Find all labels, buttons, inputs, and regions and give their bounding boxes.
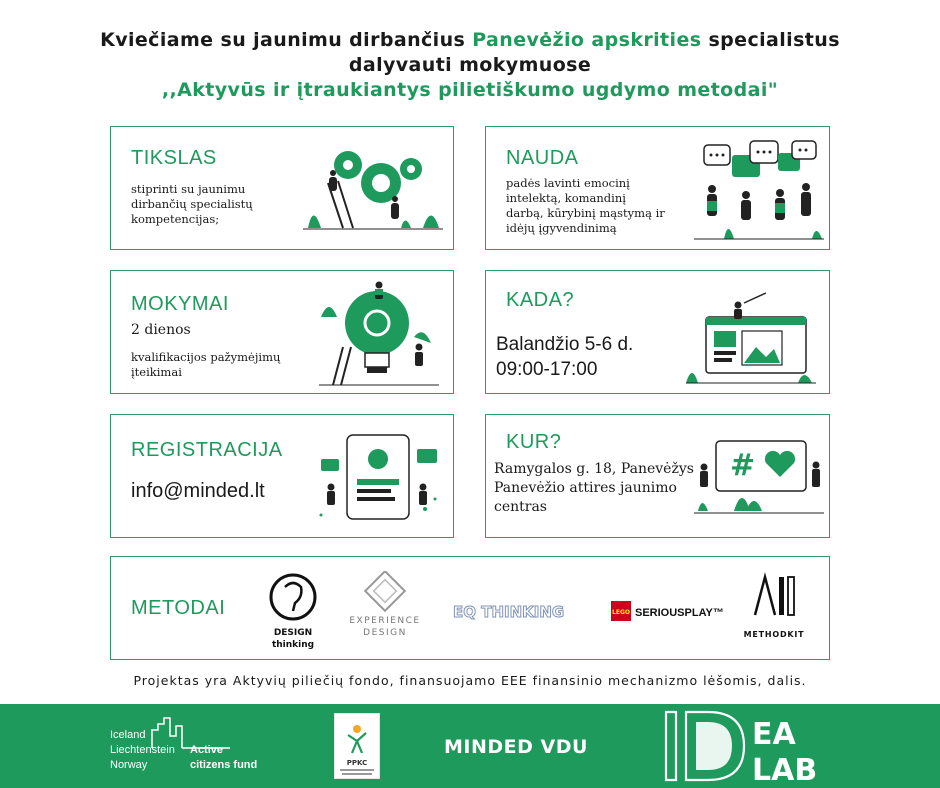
lightbulb-illustration (319, 277, 439, 389)
project-funding-note: Projektas yra Aktyvių piliečių fondo, finansuojamo EEE finansinio mechanizmo lėšomis, dalis. (133, 673, 807, 688)
ppkc-logo (334, 713, 380, 779)
address-line-3: centras (494, 499, 547, 515)
idea-lab-logo (662, 706, 832, 786)
training-days: 2 dienos (131, 322, 191, 338)
header-region: Panevėžio apskrities (472, 29, 702, 51)
gears-illustration (303, 143, 443, 233)
card-text-2: intelektą, komandinį (506, 191, 626, 205)
card-text-1: padės lavinti emocinį (506, 176, 630, 190)
country-liechtenstein: Liechtenstein (110, 744, 175, 756)
card-kada (485, 270, 830, 394)
logo-text: METHODKIT (743, 630, 805, 639)
minded-vdu-logo: MINDED VDU (444, 736, 588, 758)
card-title: MOKYMAI (131, 293, 229, 315)
svg-text:#: # (730, 448, 756, 483)
card-title: REGISTRACIJA (131, 439, 283, 461)
fund-citizens: citizens fund (190, 759, 258, 771)
design-thinking-logo (263, 565, 323, 655)
country-iceland: Iceland (110, 729, 146, 741)
header-line-2: dalyvauti mokymuose (348, 54, 592, 76)
card-registracija (110, 414, 454, 538)
methodkit-logo (739, 569, 809, 649)
logo-text: thinking (271, 640, 315, 650)
logo-text: SERIOUSPLAY™ (635, 607, 724, 619)
fund-active: Active (190, 744, 224, 756)
header-text-end: specialistus (701, 29, 840, 51)
logo-text: DESIGN (363, 628, 407, 638)
card-text-1: stiprinti su jaunimu (131, 182, 246, 196)
hashtag-heart-illustration (694, 431, 824, 531)
card-title: TIKSLAS (131, 147, 217, 169)
logo-text: LEGO (612, 609, 630, 616)
card-tikslas (110, 126, 454, 250)
address-line-1: Ramygalos g. 18, Panevėžys (494, 461, 694, 477)
logo-text: LAB (752, 753, 818, 786)
card-text-3: kompetencijas; (131, 212, 220, 226)
card-text-1: kvalifikacijos pažymėjimų (131, 350, 281, 364)
card-text-2: dirbančių specialistų (131, 197, 253, 211)
card-kur (485, 414, 830, 538)
experience-design-logo (341, 571, 431, 651)
card-nauda (485, 126, 830, 250)
registration-email[interactable]: info@minded.lt (131, 480, 265, 502)
lego-serious-play-logo (609, 597, 725, 627)
card-text-2: įteikimai (131, 365, 182, 379)
course-title: ,,Aktyvūs ir įtraukiantys pilietiškumo ugdymo metodai" (161, 79, 779, 101)
team-chat-illustration (694, 139, 824, 243)
eq-thinking-logo (451, 597, 591, 627)
card-mokymai (110, 270, 454, 394)
country-norway: Norway (110, 759, 148, 771)
event-time: 09:00-17:00 (496, 359, 598, 380)
card-text-3: darbą, kūrybinį mąstymą ir (506, 206, 665, 220)
header (0, 28, 940, 103)
social-media-illustration (317, 429, 447, 529)
card-title: KUR? (506, 431, 562, 453)
sponsors-band (0, 704, 940, 788)
logo-text: PPKC (346, 759, 368, 767)
web-design-illustration (686, 287, 816, 387)
header-text: Kviečiame su jaunimu dirbančius (100, 29, 473, 51)
logo-text: DESIGN (273, 628, 313, 638)
logo-text: EA (752, 717, 796, 752)
event-date: Balandžio 5-6 d. (496, 334, 634, 355)
header-line-1 (0, 28, 940, 53)
card-title: KADA? (506, 289, 575, 311)
logo-text: EXPERIENCE (349, 616, 421, 626)
logo-text: EQ THINKING (453, 603, 565, 621)
address-line-2: Panevėžio attires jaunimo (494, 480, 677, 496)
card-title: METODAI (131, 597, 226, 619)
card-metodai (110, 556, 830, 660)
card-title: NAUDA (506, 147, 579, 169)
card-text-4: idėjų įgyvendinimą (506, 221, 617, 235)
